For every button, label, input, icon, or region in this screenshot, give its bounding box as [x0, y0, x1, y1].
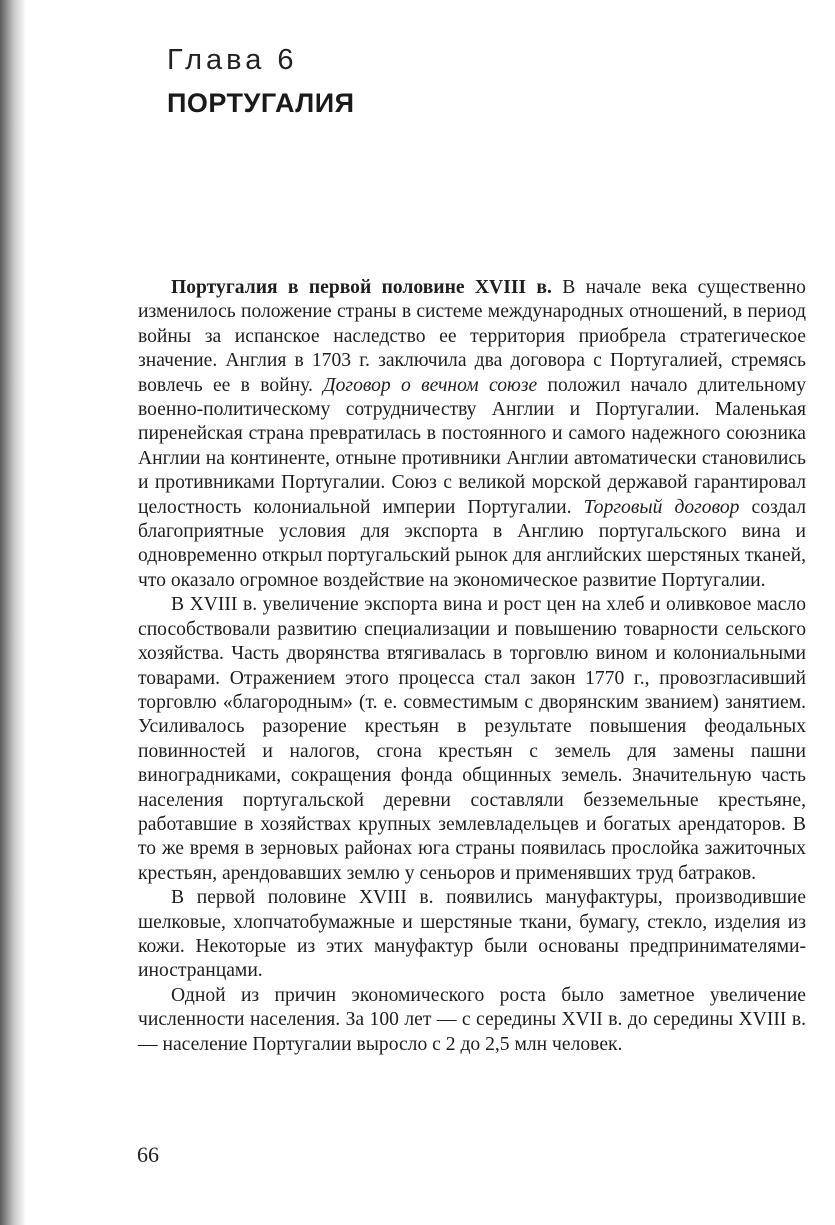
text-run: В начале века существенно изменилось положение страны в системе международных отношений, в период войны за испанское наследство ее территория приобрела стратегическое значение. Англия в 1703 г. заключила два договора с Португалией, стремясь вовлечь ее в войну. — [138, 277, 806, 396]
italic-term: Договор о вечном союзе — [323, 374, 538, 396]
text-run: В первой половине XVIII в. появились мануфактуры, производившие шелковые, хлопчатобумажные и шерстяные ткани, бумагу, стекло, изделия из кожи. Некоторые из этих мануфактур были основаны предпринимателями-иностранцами. — [138, 887, 806, 982]
chapter-label: Глава 6 — [167, 44, 298, 76]
italic-term: Торговый договор — [583, 496, 740, 518]
paragraph — [138, 984, 806, 1057]
section-run-in-heading: Португалия в первой половине XVIII в. — [171, 277, 552, 298]
paragraph — [138, 886, 806, 984]
text-run: создал благоприятные условия для экспорта в Англию португальского вина и одновременно открыл португальский рынок для английских шерстяных тканей, что оказало огромное воздействие на экономическое развитие Португалии. — [138, 496, 806, 591]
chapter-title: ПОРТУГАЛИЯ — [167, 88, 355, 118]
text-run: Одной из причин экономического роста было заметное увеличение численности населения. За 100 лет — с середины XVII в. до середины XVIII в. — население Португалии выросло с 2 до 2,5 млн человек. — [138, 984, 806, 1055]
text-run: В XVIII в. увеличение экспорта вина и рост цен на хлеб и оливковое масло способствовали развитию специализации и повышению товарности сельского хозяйства. Часть дворянства втягивалась в торговлю вином и колониальными товарами. Отражением этого процесса стал закон 1770 г., провозгласивший торговлю «благородным» (т. е. совместимым с дворянским званием) занятием. Усиливалось разорение крестьян в результате повышения феодальных повинностей и налогов, сгона крестьян с земель для замены пашни виноградниками, сокращения фонда общинных земель. Значительную часть населения португальской деревни составляли безземельные крестьяне, работавшие в хозяйствах крупных землевладельцев и богатых арендаторов. В то же время в зерновых районах юга страны появилась прослойка зажиточных крестьян, арендовавших землю у сеньоров и применявших труд батраков. — [138, 594, 806, 884]
page-binding-shadow — [0, 0, 26, 1225]
body-text — [138, 276, 806, 1057]
paragraph — [138, 276, 806, 593]
paragraph — [138, 593, 806, 886]
page-number: 66 — [137, 1142, 159, 1167]
text-run: положил начало длительному военно-политическому сотрудничеству Англии и Португалии. Маленькая пиренейская страна превратилась в постоянного и самого надежного союзника Англии на континенте, отныне противники Англии автоматически становились и противниками Португалии. Союз с великой морской державой гарантировал целостность колониальной империи Португалии. — [138, 374, 806, 518]
